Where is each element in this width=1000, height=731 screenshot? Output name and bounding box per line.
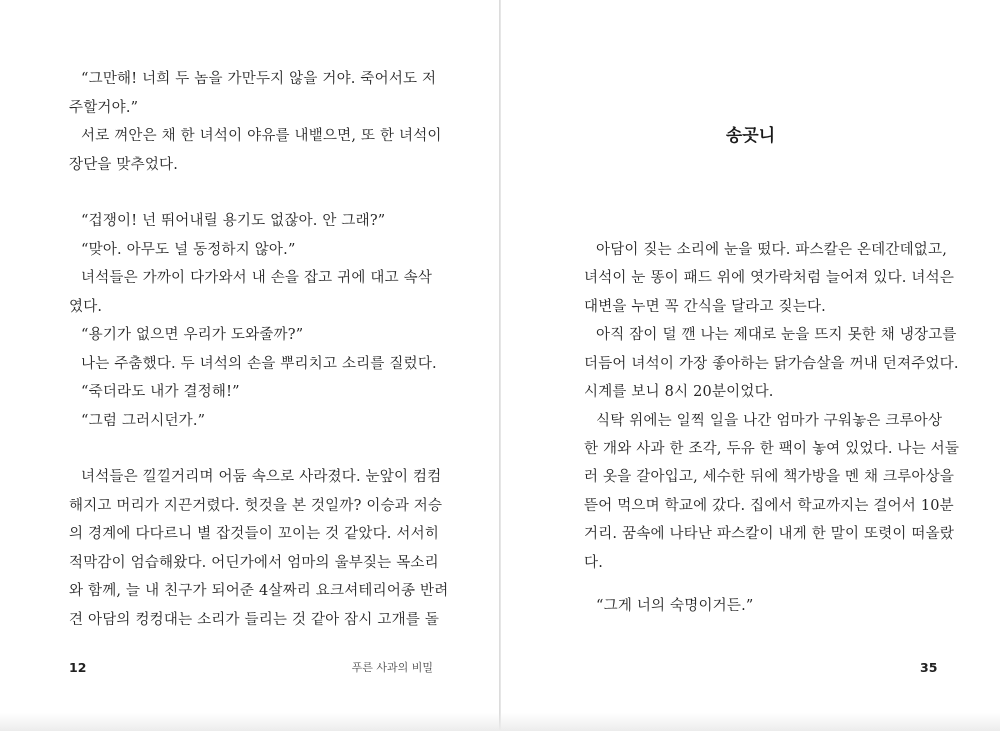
body-line: 더듬어 녀석이 가장 좋아하는 닭가슴살을 꺼내 던져주었다. — [584, 356, 959, 372]
body-line: 장단을 맞추었다. — [69, 157, 179, 173]
body-line: “용기가 없으면 우리가 도와줄까?” — [81, 327, 304, 343]
body-line: “그럼 그러시던가.” — [81, 413, 206, 429]
body-line: 식탁 위에는 일찍 일을 나간 엄마가 구워놓은 크루아상 — [596, 413, 943, 429]
body-line: “죽더라도 내가 결정해!” — [81, 384, 240, 400]
body-line: 거리. 꿈속에 나타난 파스칼이 내게 한 말이 또렷이 떠올랐 — [584, 526, 955, 542]
body-line: 적막감이 엄습해왔다. 어딘가에서 엄마의 울부짖는 목소리 — [69, 555, 439, 571]
running-head: 푸른 사과의 비밀 — [351, 661, 433, 674]
body-line: “맞아. 아무도 널 동정하지 않아.” — [81, 242, 296, 258]
body-line: 녀석들은 낄낄거리며 어둠 속으로 사라졌다. 눈앞이 컴컴 — [81, 469, 442, 485]
body-line: 였다. — [69, 299, 103, 315]
left-page — [0, 0, 499, 731]
body-line: 견 아담의 컹컹대는 소리가 들리는 것 같아 잠시 고개를 돌 — [69, 612, 440, 628]
body-line: 러 옷을 갈아입고, 세수한 뒤에 책가방을 멘 채 크루아상을 — [584, 469, 955, 485]
chapter-title: 송곳니 — [725, 126, 776, 146]
body-line: 의 경계에 다다르니 별 잡것들이 꼬이는 것 같았다. 서서히 — [69, 526, 440, 542]
body-line: 나는 주춤했다. 두 녀석의 손을 뿌리치고 소리를 질렀다. — [81, 356, 437, 372]
body-line: 주할거야.” — [69, 100, 139, 116]
body-line: 대변을 누면 꼭 간식을 달라고 짖는다. — [584, 299, 826, 315]
page-bottom-shadow — [0, 713, 1000, 731]
body-line: 시계를 보니 8시 20분이었다. — [584, 384, 774, 400]
body-line: 한 개와 사과 한 조각, 두유 한 팩이 놓여 있었다. 나는 서둘 — [584, 441, 960, 457]
body-line: 아직 잠이 덜 깬 나는 제대로 눈을 뜨지 못한 채 냉장고를 — [596, 327, 957, 343]
page-number: 12 — [69, 660, 87, 675]
body-line: 녀석이 눈 똥이 패드 위에 엿가락처럼 늘어져 있다. 녀석은 — [584, 270, 955, 286]
body-line: 뜯어 먹으며 학교에 갔다. 집에서 학교까지는 걸어서 10분 — [584, 498, 954, 514]
page-number: 35 — [920, 660, 938, 675]
body-line: 다. — [584, 555, 604, 571]
body-line: “겁쟁이! 넌 뛰어내릴 용기도 없잖아. 안 그래?” — [81, 213, 386, 229]
body-line: “그만해! 너희 두 놈을 가만두지 않을 거야. 죽어서도 저 — [81, 71, 437, 87]
body-line: “그게 너의 숙명이거든.” — [596, 598, 754, 614]
body-line: 와 함께, 늘 내 친구가 되어준 4살짜리 요크셔테리어종 반려 — [69, 583, 449, 599]
body-line: 서로 껴안은 채 한 녀석이 야유를 내뱉으면, 또 한 녀석이 — [81, 128, 442, 144]
body-line: 해지고 머리가 지끈거렸다. 헛것을 본 것일까? 이승과 저승 — [69, 498, 443, 514]
body-line: 녀석들은 가까이 다가와서 내 손을 잡고 귀에 대고 속삭 — [81, 270, 433, 286]
body-line: 아담이 짖는 소리에 눈을 떴다. 파스칼은 온데간데없고, — [596, 242, 948, 258]
right-page — [501, 0, 1000, 731]
